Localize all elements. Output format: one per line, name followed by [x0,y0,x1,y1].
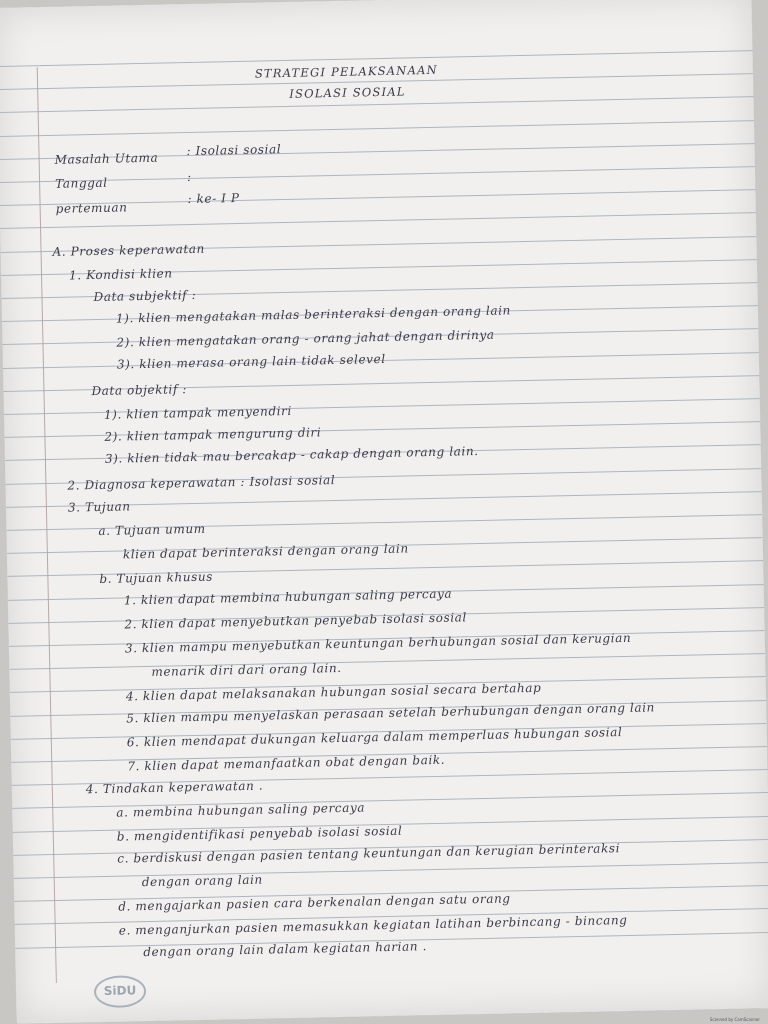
scanner-watermark: Scanned by CamScanner [709,1017,760,1022]
do-item: 3). klien tidak mau bercakap - cakap dengan orang lain. [104,444,479,466]
ruled-lines [0,0,751,8]
tanggal-value: : [186,169,192,185]
tujuan-khusus-item: 5. klien mampu menyelaskan perasaan setelah berhubungan dengan orang lain [126,700,656,726]
tujuan-khusus-label: b. Tujuan khusus [99,569,214,586]
tindakan-item: e. menganjurkan pasien memasukkan kegiatan latihan berbincang - bincang [118,912,628,938]
do-item: 1). klien tampak menyendiri [103,403,293,422]
tujuan-umum-label: a. Tujuan umum [98,521,206,538]
proses-heading: A. Proses keperawatan [52,241,206,259]
diagnosa: 2. Diagnosa keperawatan : Isolasi sosial [67,473,336,493]
pertemuan-value: : ke- I P [187,190,240,207]
tindakan-item: a. membina hubungan saling percaya [116,800,366,820]
tujuan-khusus-item: 2. klien dapat menyebutkan penyebab isolasi sosial [124,610,468,632]
pertemuan-label: pertemuan [55,200,128,216]
tindakan-item: dengan orang lain [141,872,263,890]
tindakan-label: 4. Tindakan keperawatan . [85,778,264,797]
masalah-label: Masalah Utama [54,150,159,167]
ds-item: 2). klien mengatakan orang - orang jahat dengan dirinya [116,327,495,350]
ruled-line [0,120,754,137]
ruled-line [0,212,756,229]
ds-item: 3). klien merasa orang lain tidak selevel [116,351,386,372]
tujuan-khusus-item: 7. klien dapat memanfaatkan obat dengan baik. [127,752,446,774]
kondisi-klien: 1. Kondisi klien [68,266,173,283]
tujuan-khusus-item: 6. klien mendapat dukungan keluarga dalam memperluas hubungan sosial [126,725,623,750]
tindakan-item: dengan orang lain dalam kegiatan harian . [143,939,428,960]
tujuan-khusus-item: menarik diri dari orang lain. [151,660,342,679]
data-subjektif-label: Data subjektif : [93,287,197,305]
do-item: 2). klien tampak mengurung diri [104,425,322,444]
tujuan-khusus-item: 1. klien dapat membina hubungan saling percaya [123,586,453,608]
tindakan-item: b. mengidentifikasi penyebab isolasi sosial [116,823,403,844]
tanggal-label: Tanggal [54,175,108,191]
tujuan: 3. Tujuan [67,499,131,515]
title-line-1: STRATEGI PELAKSANAAN [254,62,438,81]
tujuan-khusus-item: 3. klien mampu menyebutkan keuntungan berhubungan sosial dan kerugian [124,630,632,656]
tindakan-item: c. berdiskusi dengan pasien tentang keuntungan dan kerugian berinteraksi [117,841,621,866]
ruled-line [9,653,765,670]
notebook-brand-logo: SiDU [94,975,147,1008]
tujuan-umum-text: klien dapat berinteraksi dengan orang lain [122,541,409,562]
title-line-2: ISOLASI SOSIAL [289,84,406,101]
masalah-value: : Isolasi sosial [186,142,282,159]
tujuan-khusus-item: 4. klien dapat melaksanakan hubungan sosial secara bertahap [125,680,542,704]
ruled-line [0,166,755,183]
ds-item: 1). klien mengatakan malas berinteraksi dengan orang lain [115,303,512,326]
tindakan-item: d. mengajarkan pasien cara berkenalan dengan satu orang [118,891,511,914]
data-objektif-label: Data objektif : [91,382,188,399]
